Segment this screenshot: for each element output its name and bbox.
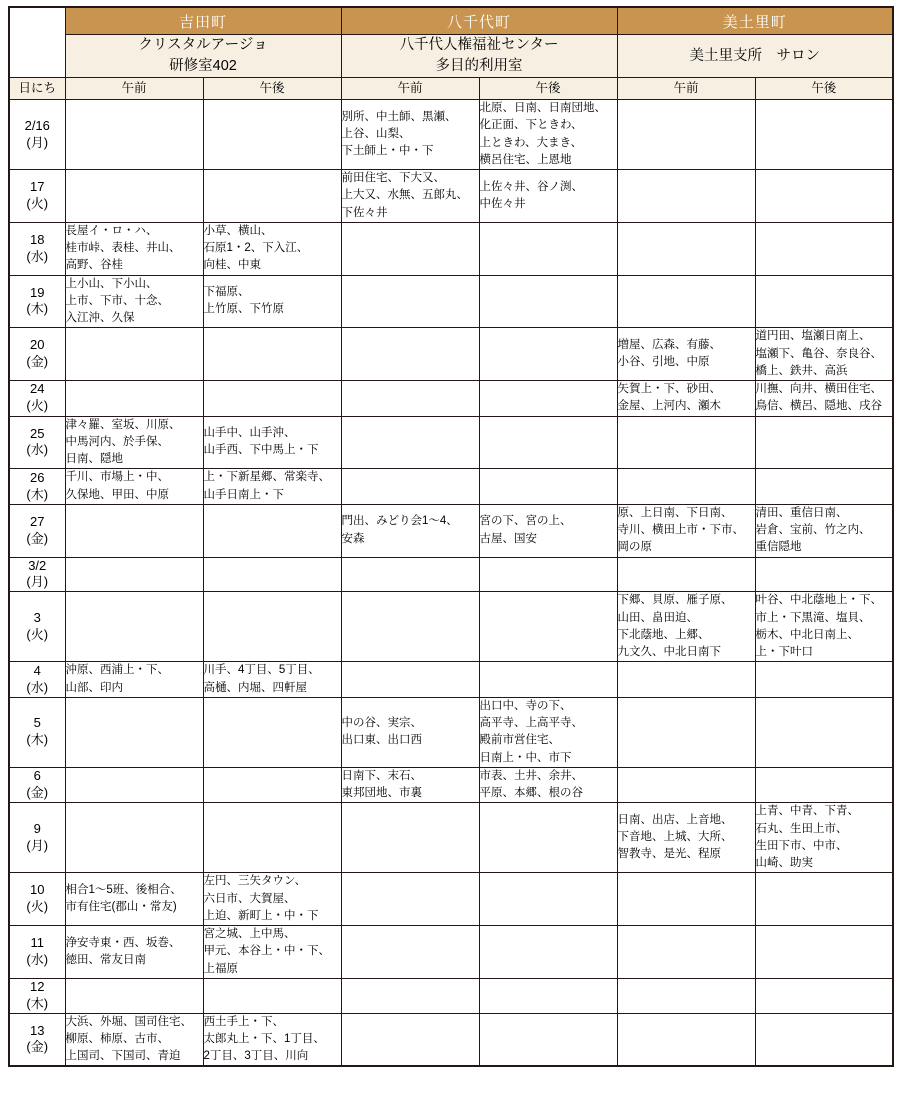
table-row [9, 328, 893, 381]
row-date-weekday: (火) [26, 195, 49, 211]
cell-midori-am [617, 978, 755, 1013]
row-date [9, 926, 65, 979]
cell-yachiyo-am [341, 978, 479, 1013]
row-date-main: 10 [30, 882, 45, 898]
cell-midori-pm: 上青、中青、下青、 石丸、生田上市、 生田下市、中市、 山崎、助実 [755, 803, 893, 873]
cell-yoshida-am [65, 557, 203, 592]
cell-yoshida-am: 長屋イ・ロ・ハ、 桂市峠、表桂、井山、 高野、谷桂 [65, 222, 203, 275]
cell-midori-pm [755, 222, 893, 275]
date-column-label: 日にち [9, 78, 65, 100]
schedule-table [8, 6, 894, 1067]
row-date [9, 275, 65, 328]
table-body [9, 100, 893, 1067]
row-date-weekday: (金) [26, 530, 49, 546]
cell-yachiyo-pm [479, 592, 617, 662]
timeslot-yachiyo-pm: 午後 [479, 78, 617, 100]
cell-yachiyo-am [341, 803, 479, 873]
row-date-weekday: (火) [26, 899, 49, 915]
cell-yachiyo-pm: 出口中、寺の下、 高平寺、上高平寺、 殿前市営住宅、 日南上・中、市下 [479, 697, 617, 767]
cell-yachiyo-am [341, 275, 479, 328]
row-date-weekday: (月) [26, 837, 49, 853]
cell-midori-pm [755, 469, 893, 505]
cell-midori-pm [755, 416, 893, 469]
cell-yachiyo-am [341, 381, 479, 417]
row-date [9, 662, 65, 698]
row-date-weekday: (金) [26, 354, 49, 370]
table-row [9, 275, 893, 328]
row-date-main: 27 [30, 513, 45, 529]
row-date-weekday: (月) [26, 134, 49, 150]
cell-yachiyo-pm [479, 416, 617, 469]
table-row [9, 170, 893, 223]
table-head [9, 7, 893, 100]
table-row [9, 767, 893, 803]
cell-midori-pm: 叶谷、中北蔭地上・下、 市上・下黒滝、塩貝、 栃木、中北日南上、 上・下叶口 [755, 592, 893, 662]
cell-midori-pm [755, 697, 893, 767]
cell-yoshida-pm [203, 592, 341, 662]
cell-midori-am [617, 469, 755, 505]
cell-yoshida-am [65, 504, 203, 557]
place-header-yoshida [65, 35, 341, 78]
table-row [9, 978, 893, 1013]
cell-yoshida-am: 大浜、外堀、国司住宅、 柳原、柿原、古市、 上国司、下国司、青迫 [65, 1013, 203, 1066]
cell-midori-pm [755, 926, 893, 979]
cell-yachiyo-pm [479, 662, 617, 698]
cell-yoshida-am: 相合1〜5班、後相合、 市有住宅(郡山・常友) [65, 873, 203, 926]
cell-yoshida-am [65, 803, 203, 873]
cell-yoshida-pm [203, 803, 341, 873]
row-date-main: 26 [30, 469, 45, 485]
cell-yoshida-pm [203, 767, 341, 803]
row-date-weekday: (水) [26, 679, 49, 695]
cell-yoshida-am: 沖原、西浦上・下、 山部、印内 [65, 662, 203, 698]
cell-midori-am [617, 170, 755, 223]
cell-yachiyo-am: 別所、中土師、黒瀬、 上谷、山梨、 下土師上・中・下 [341, 100, 479, 170]
place-header-yachiyo [341, 35, 617, 78]
cell-midori-am [617, 416, 755, 469]
row-date-main: 3 [33, 609, 41, 625]
cell-yachiyo-pm [479, 873, 617, 926]
table-row [9, 504, 893, 557]
cell-yoshida-pm: 山手中、山手沖、 山手西、下中馬上・下 [203, 416, 341, 469]
cell-yachiyo-am [341, 873, 479, 926]
table-row [9, 416, 893, 469]
town-header-row [9, 7, 893, 35]
cell-midori-am [617, 697, 755, 767]
row-date-main: 24 [30, 381, 45, 397]
cell-yachiyo-am [341, 222, 479, 275]
place-header-midori [617, 35, 893, 78]
cell-yachiyo-am [341, 328, 479, 381]
cell-yachiyo-pm: 北原、日南、日南団地、 化正面、下ときわ、 上ときわ、大まき、 横呂住宅、上恩地 [479, 100, 617, 170]
row-date-main: 3/2 [28, 557, 47, 573]
row-date-main: 12 [30, 978, 45, 994]
town-header-yachiyo: 八千代町 [341, 7, 617, 35]
cell-yoshida-pm [203, 170, 341, 223]
cell-yoshida-pm: 川手、4丁目、5丁目、 高樋、内堀、四軒屋 [203, 662, 341, 698]
row-date-weekday: (月) [26, 574, 49, 590]
cell-yoshida-pm: 下福原、 上竹原、下竹原 [203, 275, 341, 328]
table-row [9, 803, 893, 873]
timeslot-midori-am: 午前 [617, 78, 755, 100]
cell-yoshida-am [65, 697, 203, 767]
cell-midori-am: 増屋、広森、有藤、 小谷、引地、中原 [617, 328, 755, 381]
cell-midori-pm [755, 557, 893, 592]
row-date [9, 1013, 65, 1066]
place-line1: 美土里支所 サロン [689, 47, 821, 64]
timeslot-header-row [9, 78, 893, 100]
cell-yachiyo-am: 日南下、末石、 東邦団地、市裏 [341, 767, 479, 803]
cell-yoshida-pm [203, 100, 341, 170]
cell-midori-am [617, 873, 755, 926]
cell-midori-am [617, 222, 755, 275]
table-row [9, 926, 893, 979]
cell-midori-am: 下郷、貝原、雁子原、 山田、畠田迫、 下北蔭地、上郷、 九文久、中北日南下 [617, 592, 755, 662]
cell-yoshida-am: 千川、市場上・中、 久保地、甲田、中原 [65, 469, 203, 505]
cell-midori-pm [755, 873, 893, 926]
row-date [9, 222, 65, 275]
row-date [9, 767, 65, 803]
cell-midori-pm [755, 170, 893, 223]
table-row [9, 469, 893, 505]
cell-yachiyo-pm [479, 557, 617, 592]
cell-yoshida-am: 上小山、下小山、 上市、下市、十念、 入江沖、久保 [65, 275, 203, 328]
row-date-main: 4 [33, 662, 41, 678]
header-corner-blank [9, 7, 65, 78]
row-date-main: 18 [30, 231, 45, 247]
cell-midori-pm [755, 275, 893, 328]
row-date [9, 504, 65, 557]
cell-midori-am [617, 1013, 755, 1066]
row-date [9, 697, 65, 767]
row-date [9, 592, 65, 662]
row-date-weekday: (火) [26, 626, 49, 642]
cell-yoshida-pm [203, 557, 341, 592]
cell-midori-pm: 道円田、塩瀬日南上、 塩瀬下、亀谷、奈良谷、 橋上、鉄井、高浜 [755, 328, 893, 381]
cell-yoshida-pm [203, 978, 341, 1013]
cell-yachiyo-pm: 市表、土井、余井、 平原、本郷、根の谷 [479, 767, 617, 803]
cell-midori-pm: 清田、重信日南、 岩倉、宝前、竹之内、 重信隠地 [755, 504, 893, 557]
table-row [9, 873, 893, 926]
timeslot-yoshida-am: 午前 [65, 78, 203, 100]
cell-yachiyo-am [341, 926, 479, 979]
row-date-weekday: (木) [26, 486, 49, 502]
row-date [9, 873, 65, 926]
cell-yachiyo-am: 前田住宅、下大又、 上大又、水無、五郎丸、 下佐々井 [341, 170, 479, 223]
cell-yachiyo-am [341, 662, 479, 698]
cell-yoshida-pm: 宮之城、上中馬、 甲元、本谷上・中・下、 上福原 [203, 926, 341, 979]
row-date-main: 6 [33, 768, 41, 784]
timeslot-midori-pm: 午後 [755, 78, 893, 100]
row-date-weekday: (木) [26, 301, 49, 317]
cell-midori-am [617, 275, 755, 328]
row-date-main: 25 [30, 425, 45, 441]
table-row [9, 1013, 893, 1066]
cell-yoshida-am [65, 592, 203, 662]
row-date [9, 416, 65, 469]
row-date-main: 5 [33, 715, 41, 731]
row-date-weekday: (金) [26, 1039, 49, 1055]
cell-yachiyo-pm [479, 275, 617, 328]
cell-midori-pm [755, 767, 893, 803]
table-row [9, 662, 893, 698]
row-date [9, 328, 65, 381]
place-header-row [9, 35, 893, 78]
place-line2: 研修室402 [169, 58, 237, 75]
row-date-main: 2/16 [24, 117, 50, 133]
cell-midori-am: 日南、出店、上音地、 下音地、上城、大所、 智教寺、是光、程原 [617, 803, 755, 873]
cell-midori-am [617, 926, 755, 979]
cell-yachiyo-am [341, 557, 479, 592]
town-header-yoshida: 吉田町 [65, 7, 341, 35]
cell-yachiyo-am [341, 592, 479, 662]
row-date-weekday: (木) [26, 732, 49, 748]
cell-yachiyo-pm [479, 978, 617, 1013]
table-row [9, 592, 893, 662]
cell-yachiyo-am: 中の谷、実宗、 出口東、出口西 [341, 697, 479, 767]
row-date [9, 557, 65, 592]
cell-yachiyo-pm [479, 1013, 617, 1066]
table-row [9, 557, 893, 592]
cell-yoshida-pm [203, 381, 341, 417]
row-date-weekday: (金) [26, 785, 49, 801]
timeslot-yoshida-pm: 午後 [203, 78, 341, 100]
table-row [9, 100, 893, 170]
cell-yoshida-pm: 上・下新星郷、常楽寺、 山手日南上・下 [203, 469, 341, 505]
row-date-main: 17 [30, 179, 45, 195]
row-date-main: 9 [33, 820, 41, 836]
cell-yoshida-am: 浄安寺東・西、坂巻、 徳田、常友日南 [65, 926, 203, 979]
cell-yachiyo-pm [479, 381, 617, 417]
cell-yoshida-am [65, 767, 203, 803]
cell-midori-am: 原、上日南、下日南、 寺川、横田上市・下市、 岡の原 [617, 504, 755, 557]
cell-midori-am [617, 767, 755, 803]
row-date-weekday: (水) [26, 951, 49, 967]
cell-midori-am [617, 662, 755, 698]
row-date-weekday: (木) [26, 995, 49, 1011]
cell-yoshida-am [65, 170, 203, 223]
row-date-weekday: (水) [26, 248, 49, 264]
cell-yoshida-am [65, 381, 203, 417]
place-line2: 多目的利用室 [435, 58, 523, 75]
cell-yachiyo-pm [479, 328, 617, 381]
table-row [9, 381, 893, 417]
cell-yachiyo-am [341, 1013, 479, 1066]
row-date-weekday: (火) [26, 398, 49, 414]
cell-yoshida-pm [203, 328, 341, 381]
row-date [9, 469, 65, 505]
cell-midori-am [617, 100, 755, 170]
cell-yoshida-pm [203, 697, 341, 767]
table-row [9, 697, 893, 767]
row-date [9, 381, 65, 417]
cell-yoshida-am [65, 328, 203, 381]
cell-yoshida-pm [203, 504, 341, 557]
cell-yachiyo-am [341, 416, 479, 469]
cell-yoshida-am [65, 978, 203, 1013]
row-date [9, 803, 65, 873]
place-line1: 八千代人権福祉センター [399, 37, 559, 53]
cell-midori-am [617, 557, 755, 592]
cell-yoshida-pm: 西土手上・下、 太郎丸上・下、1丁目、 2丁目、3丁目、川向 [203, 1013, 341, 1066]
cell-yachiyo-pm: 上佐々井、谷ノ渕、 中佐々井 [479, 170, 617, 223]
cell-yachiyo-pm [479, 926, 617, 979]
town-header-midori: 美土里町 [617, 7, 893, 35]
row-date-weekday: (水) [26, 442, 49, 458]
row-date-main: 11 [30, 935, 44, 951]
row-date [9, 100, 65, 170]
cell-yachiyo-pm [479, 469, 617, 505]
place-line1: クリスタルアージョ [138, 37, 268, 53]
row-date-main: 20 [30, 337, 45, 353]
cell-midori-pm [755, 100, 893, 170]
cell-midori-pm: 川撫、向井、横田住宅、 鳥信、横呂、隠地、戌谷 [755, 381, 893, 417]
cell-midori-pm [755, 978, 893, 1013]
cell-yachiyo-pm: 宮の下、宮の上、 古屋、国安 [479, 504, 617, 557]
cell-yoshida-am: 津々羅、室坂、川原、 中馬河内、於手保、 日南、隠地 [65, 416, 203, 469]
cell-yachiyo-am: 門出、みどり会1〜4、 安森 [341, 504, 479, 557]
cell-midori-am: 矢賀上・下、砂田、 金屋、上河内、瀬木 [617, 381, 755, 417]
cell-yachiyo-pm [479, 222, 617, 275]
row-date [9, 170, 65, 223]
table-row [9, 222, 893, 275]
cell-yoshida-am [65, 100, 203, 170]
cell-yachiyo-am [341, 469, 479, 505]
row-date-main: 13 [30, 1022, 45, 1038]
row-date [9, 978, 65, 1013]
row-date-main: 19 [30, 284, 45, 300]
cell-yoshida-pm: 左円、三矢タウン、 六日市、大賀屋、 上迫、新町上・中・下 [203, 873, 341, 926]
cell-midori-pm [755, 1013, 893, 1066]
cell-yoshida-pm: 小草、横山、 石原1・2、下入江、 向桂、中東 [203, 222, 341, 275]
timeslot-yachiyo-am: 午前 [341, 78, 479, 100]
cell-midori-pm [755, 662, 893, 698]
cell-yachiyo-pm [479, 803, 617, 873]
